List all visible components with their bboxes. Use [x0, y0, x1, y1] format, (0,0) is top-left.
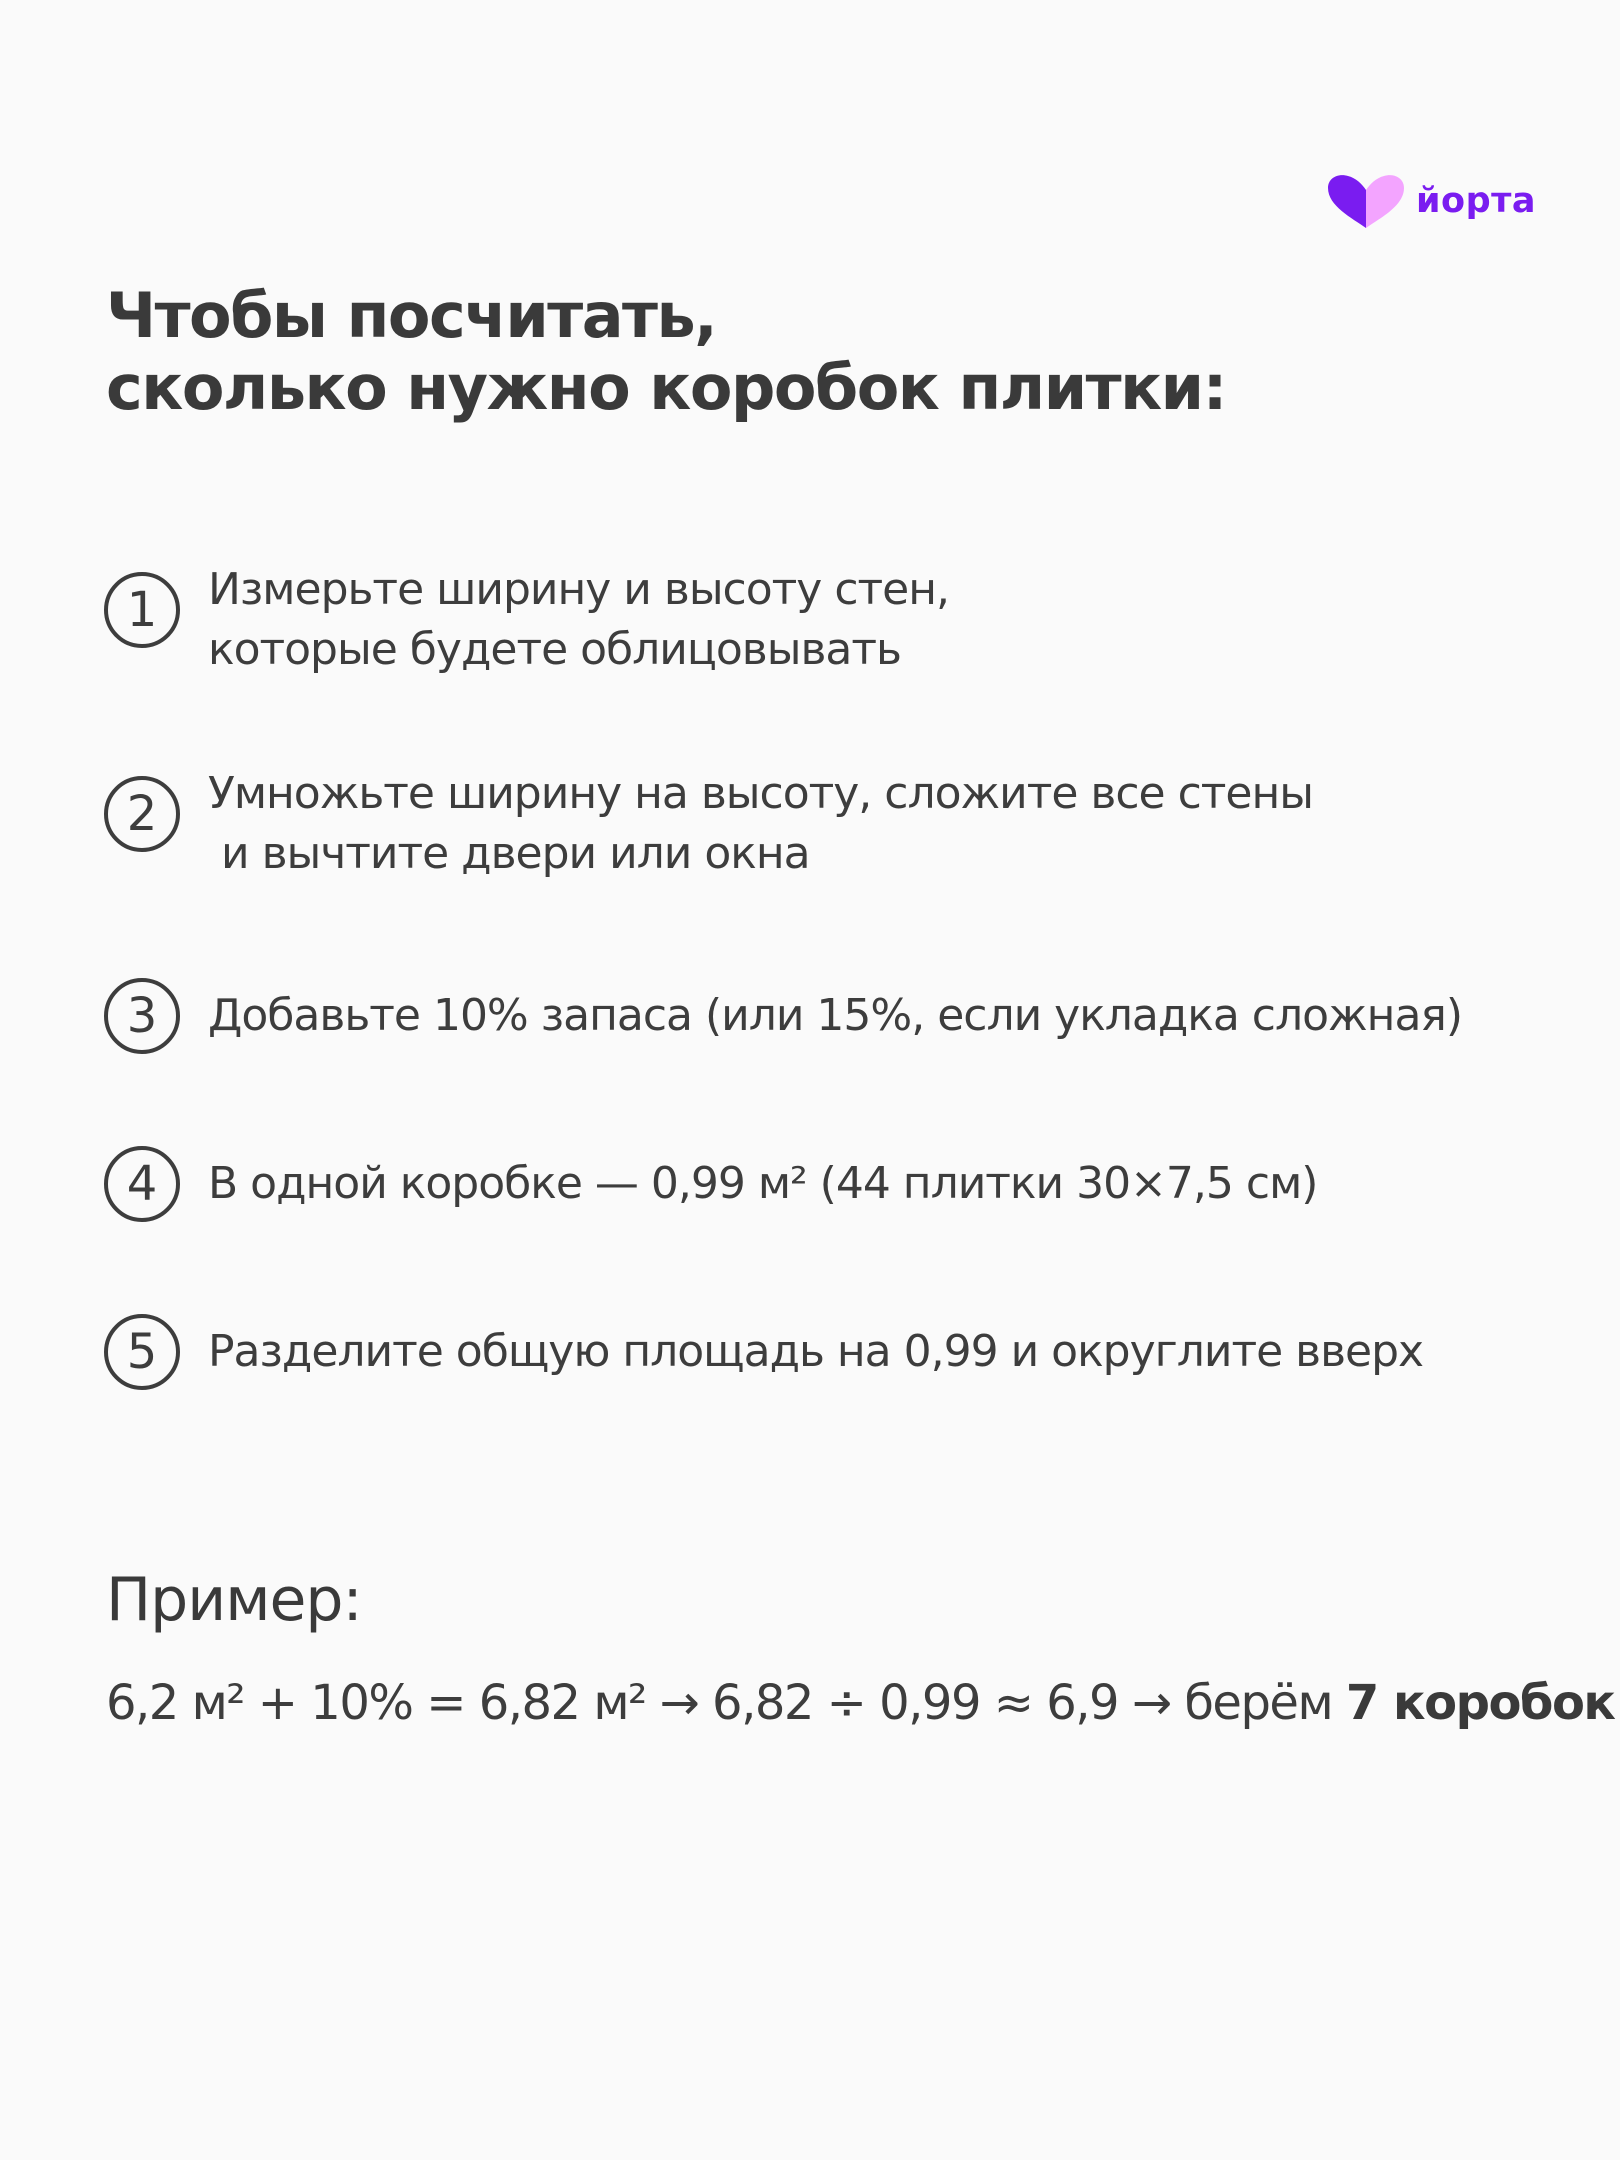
- page-title: [106, 280, 1506, 424]
- step-3: [104, 978, 1462, 1054]
- step-text-line-2: которые будете облицовывать: [208, 624, 901, 675]
- step-number-badge: 3: [104, 978, 180, 1054]
- step-4: [104, 1146, 1317, 1222]
- step-5: [104, 1314, 1423, 1390]
- title-line-2: сколько нужно коробок плитки:: [106, 351, 1226, 424]
- step-text: Добавьте 10% запаса (или 15%, если укладка сложная): [208, 990, 1463, 1041]
- heart-icon: [1326, 172, 1406, 230]
- title-line-1: Чтобы посчитать,: [106, 279, 717, 352]
- step-text-line-2: и вычтите двери или окна: [208, 828, 810, 879]
- step-text-line-1: Умножьте ширину на высоту, сложите все стены: [208, 768, 1314, 819]
- example-formula: [106, 1668, 1615, 1738]
- step-text: Разделите общую площадь на 0,99 и округлите вверх: [208, 1326, 1424, 1377]
- brand-name: йорта: [1416, 180, 1537, 221]
- step-text-line-1: Измерьте ширину и высоту стен,: [208, 564, 949, 615]
- brand-logo: [1326, 172, 1536, 230]
- step-text: [208, 560, 949, 680]
- step-2: [104, 768, 1314, 884]
- step-1: [104, 564, 949, 680]
- example-title: Пример:: [106, 1565, 362, 1635]
- step-number-badge: 5: [104, 1314, 180, 1390]
- step-number-badge: 4: [104, 1146, 180, 1222]
- step-number-badge: 1: [104, 572, 180, 648]
- step-number-badge: 2: [104, 776, 180, 852]
- step-text: [208, 764, 1313, 884]
- step-text: В одной коробке — 0,99 м² (44 плитки 30×7,5 см): [208, 1158, 1318, 1209]
- example-result: 7 коробок: [1345, 1675, 1615, 1731]
- example-formula-text: 6,2 м² + 10% = 6,82 м² → 6,82 ÷ 0,99 ≈ 6,9 → берём: [106, 1675, 1346, 1731]
